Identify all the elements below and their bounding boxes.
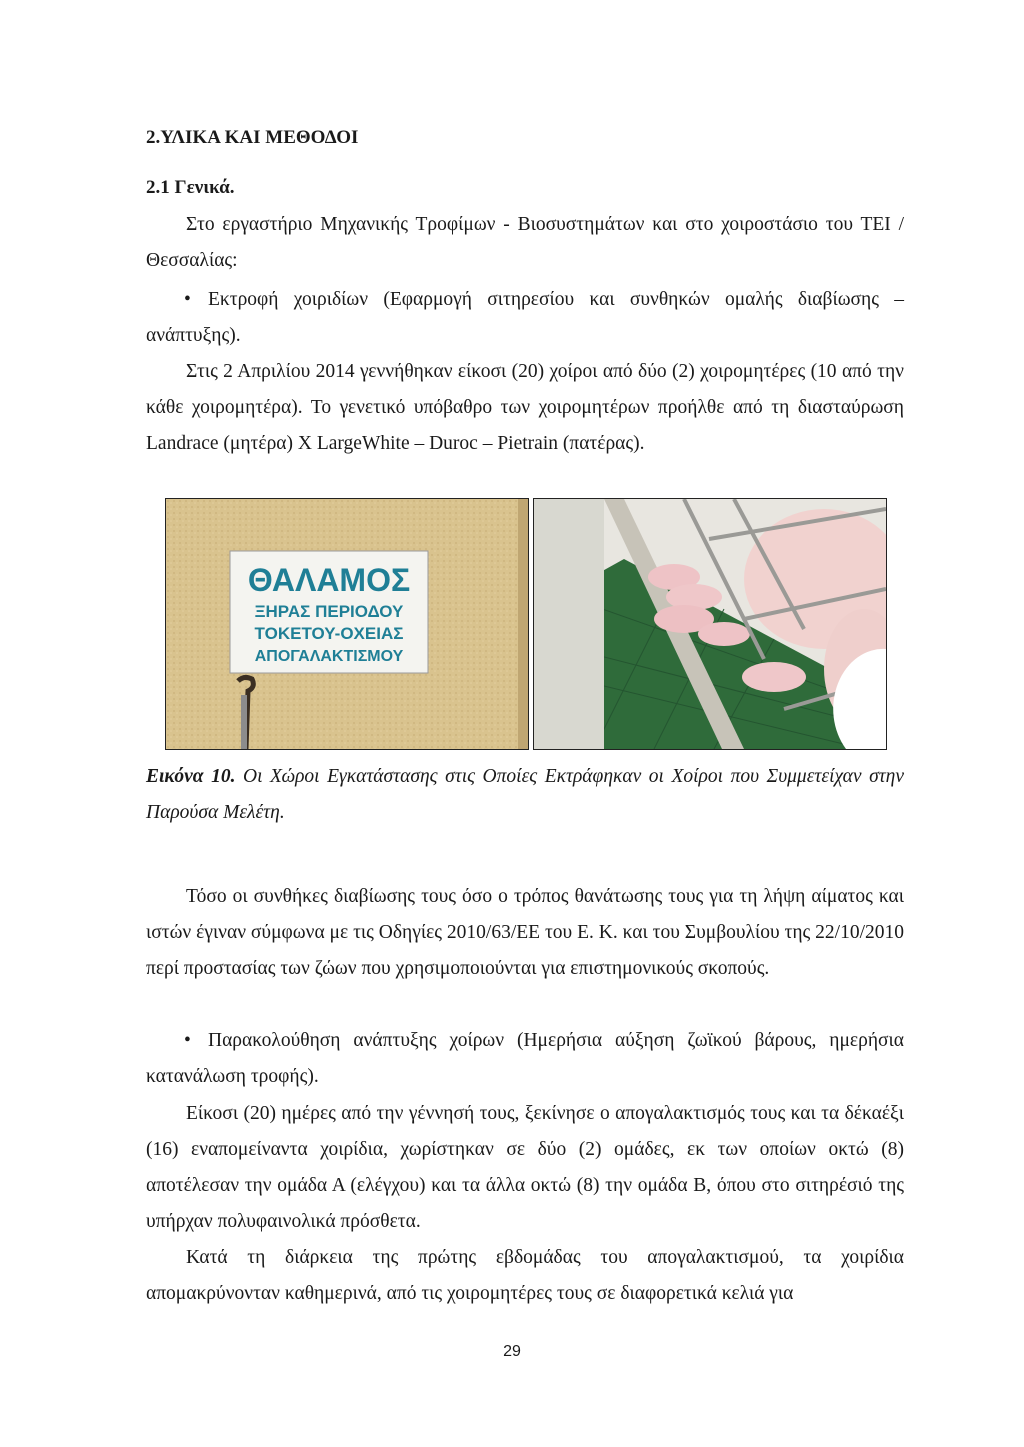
first-week-paragraph: Κατά τη διάρκεια της πρώτης εβδομάδας του απογαλακτισμού, τα χοιρίδια απομακρύνονταν καθημερινά, από τις χοιρομητέρες τους σε διαφορετικά κελιά για: [146, 1247, 904, 1304]
subsection-title: 2.1 Γενικά.: [146, 177, 235, 198]
bullet-text: Εκτροφή χοιριδίων (Εφαρμογή σιτηρεσίου και συνθηκών ομαλής διαβίωσης –: [208, 289, 904, 310]
sign-line-1: ΘΑΛΑΜΟΣ: [247, 562, 411, 598]
bullet-continuation: κατανάλωση τροφής).: [146, 1066, 319, 1087]
sign-line-4: ΑΠΟΓΑΛΑΚΤΙΣΜΟΥ: [254, 648, 404, 665]
bullet-icon: •: [184, 289, 191, 310]
photo-pen-image: [534, 499, 886, 749]
sign-line-2: ΞΗΡΑΣ ΠΕΡΙΟΔΟΥ: [254, 602, 404, 621]
birth-paragraph: Στις 2 Απριλίου 2014 γεννήθηκαν είκοσι (20) χοίροι από δύο (2) χοιρομητέρες (10 από την κάθε χοιρομητέρα). Το γενετικό υπόβαθρο των χοιρομητέρων προήλθε από τη διασταύρωση Landrace (μητέρα) X LargeWhite – Duroc – Pietrain (πατέρας).: [146, 361, 904, 454]
photo-sign: [165, 498, 529, 750]
photo-pen: [533, 498, 887, 750]
figure-caption-label: Εικόνα 10.: [146, 766, 236, 787]
bullet-continuation: ανάπτυξης).: [146, 325, 241, 346]
page-number: 29: [503, 1343, 521, 1360]
intro-paragraph: Στο εργαστήριο Μηχανικής Τροφίμων - Βιοσυστημάτων και στο χοιροστάσιο του ΤΕΙ / Θεσσαλίας:: [146, 214, 904, 271]
conditions-paragraph: Τόσο οι συνθήκες διαβίωσης τους όσο ο τρόπος θανάτωσης τους για τη λήψη αίματος και ιστών έγιναν σύμφωνα με τις Οδηγίες 2010/63/ΕΕ του Ε. Κ. και του Συμβουλίου της 22/10/2010 περί προστασίας των ζώων που χρησιμοποιούνται για επιστημονικούς σκοπούς.: [146, 886, 904, 979]
bullet-icon: •: [184, 1030, 191, 1051]
bullet-text: Παρακολούθηση ανάπτυξης χοίρων (Ημερήσια αύξηση ζωϊκού βάρους, ημερήσια: [208, 1030, 904, 1051]
bullet-item-growth: [146, 1023, 904, 1059]
sign-line-3: ΤΟΚΕΤΟΥ-ΟΧΕΙΑΣ: [254, 624, 404, 643]
bullet-item-breeding: [146, 282, 904, 318]
section-title: 2.ΥΛΙΚΑ ΚΑΙ ΜΕΘΟΔΟΙ: [146, 127, 359, 148]
weaning-paragraph: Είκοσι (20) ημέρες από την γέννησή τους, ξεκίνησε ο απογαλακτισμός τους και τα δέκαέξι (16) εναπομείναντα χοιρίδια, χωρίστηκαν σε δύο (2) ομάδες, εκ των οποίων οκτώ (8) αποτέλεσαν την ομάδα Α (ελέγχου) και τα άλλα οκτώ (8) την ομάδα Β, όπου στο σιτηρέσιό της υπήρχαν πολυφαινολικά πρόσθετα.: [146, 1103, 904, 1232]
figure-caption: [146, 759, 904, 831]
figure-caption-text: Οι Χώροι Εγκατάστασης στις Οποίες Εκτράφηκαν οι Χοίροι που Συμμετείχαν στην Παρούσα Μελέτη.: [146, 766, 904, 823]
photo-sign-image: [166, 499, 528, 749]
